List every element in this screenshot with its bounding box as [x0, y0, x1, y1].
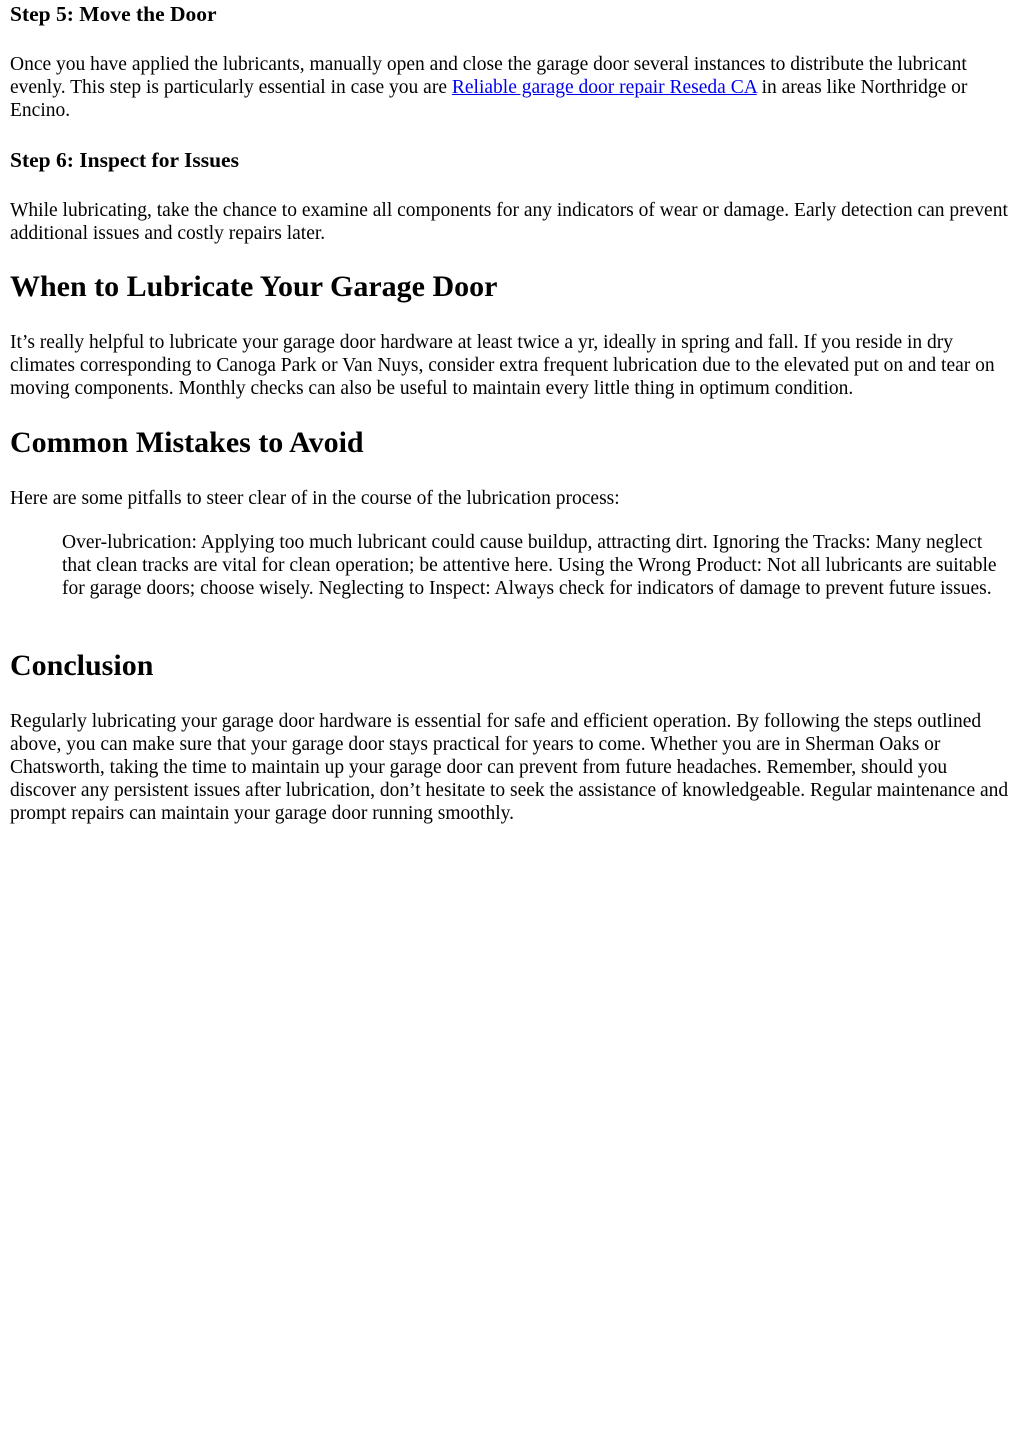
step6-heading: Step 6: Inspect for Issues: [10, 148, 239, 172]
mistakes-intro: Here are some pitfalls to steer clear of in the course of the lubrication process:: [10, 488, 620, 509]
step5-text-after-link: in areas like Northridge or Encino.: [10, 77, 968, 121]
step5-paragraph: [10, 53, 1014, 122]
conclusion-heading: Conclusion: [10, 649, 154, 682]
when-heading: When to Lubricate Your Garage Door: [10, 270, 498, 303]
step5-heading: Step 5: Move the Door: [10, 2, 217, 26]
mistakes-blockquote: Over-lubrication: Applying too much lubricant could cause buildup, attracting dirt. Ignoring the Tracks: Many neglect that clean tracks are vital for clean operation; be attentive here. Using the Wrong Product: Not all lubricants are suitable for garage doors; choose wisely. Neglecting to Inspect: Always check for indicators of damage to prevent future issues.: [62, 532, 997, 599]
step6-paragraph: While lubricating, take the chance to examine all components for any indicators of wear or damage. Early detection can prevent additional issues and costly repairs later.: [10, 200, 1008, 244]
reseda-repair-link[interactable]: Reliable garage door repair Reseda CA: [451, 77, 757, 98]
step5-text-before-link: Once you have applied the lubricants, manually open and close the garage door several instances to distribute the lubricant evenly. This step is particularly essential in case you are: [10, 54, 967, 98]
mistakes-heading: Common Mistakes to Avoid: [10, 426, 364, 459]
conclusion-paragraph: Regularly lubricating your garage door hardware is essential for safe and efficient operation. By following the steps outlined above, you can make sure that your garage door stays practical for years to come. Whether you are in Sherman Oaks or Chatsworth, taking the time to maintain up your garage door can prevent from future headaches. Remember, should you discover any persistent issues after lubrication, don’t hesitate to seek the assistance of knowledgeable. Regular maintenance and prompt repairs can maintain your garage door running smoothly.: [10, 711, 1009, 824]
when-paragraph: It’s really helpful to lubricate your garage door hardware at least twice a yr, ideally in spring and fall. If you reside in dry climates corresponding to Canoga Park or Van Nuys, consider extra frequent lubrication due to the elevated put on and tear on moving components. Monthly checks can also be useful to maintain every little thing in optimum condition.: [10, 332, 995, 399]
